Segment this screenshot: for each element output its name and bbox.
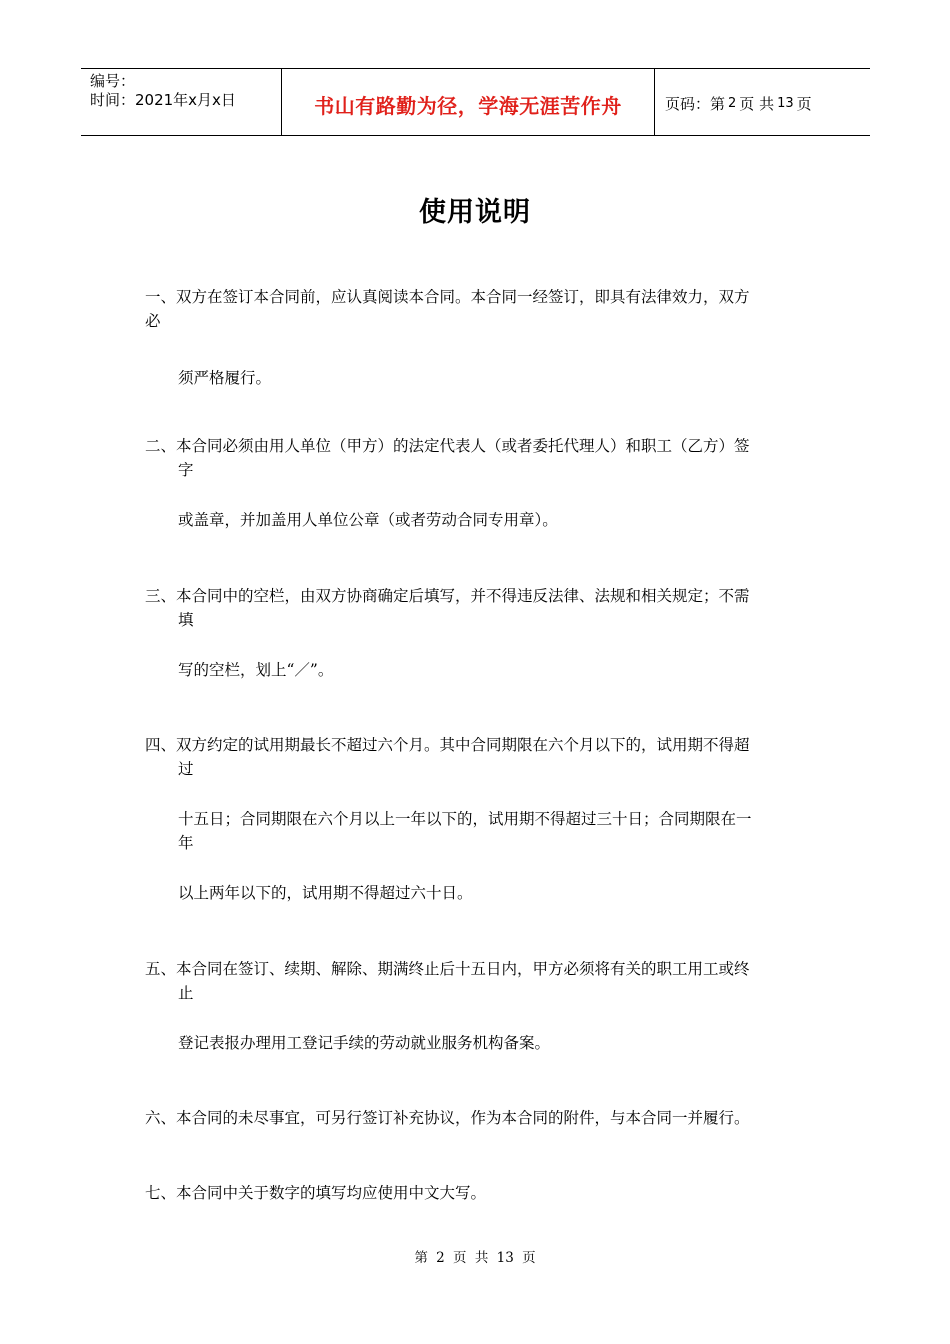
clause-line: 七、本合同中关于数字的填写均应使用中文大写。 <box>145 1184 487 1202</box>
clause-line: 登记表报办理用工登记手续的劳动就业服务机构备案。 <box>178 1034 551 1052</box>
serial-number-label: 编号： <box>90 72 136 90</box>
clause-line: 必 <box>145 312 161 330</box>
clause-line: 止 <box>178 984 194 1002</box>
date-label: 时间：2021年x月x日 <box>90 91 236 109</box>
clause-3 <box>145 584 815 682</box>
clause-1 <box>145 285 815 390</box>
page-total-number: 13 <box>777 95 794 111</box>
header-page-cell <box>655 69 870 135</box>
clause-line: 以上两年以下的，试用期不得超过六十日。 <box>178 884 473 902</box>
motto-text: 书山有路勤为径，学海无涯苦作舟 <box>314 93 622 118</box>
clause-line: 一、双方在签订本合同前，应认真阅读本合同。本合同一经签订，即具有法律效力，双方 <box>145 288 750 306</box>
clause-line: 十五日；合同期限在六个月以上一年以下的，试用期不得超过三十日；合同期限在一 <box>178 810 752 828</box>
clause-5 <box>145 957 815 1055</box>
clause-line: 二、本合同必须由用人单位（甲方）的法定代表人（或者委托代理人）和职工（乙方）签 <box>145 437 750 455</box>
clause-line: 四、双方约定的试用期最长不超过六个月。其中合同期限在六个月以下的，试用期不得超 <box>145 736 750 754</box>
page-current-number: 2 <box>728 95 737 111</box>
clause-4 <box>145 733 815 905</box>
clause-line: 年 <box>178 834 194 852</box>
header-motto-cell <box>282 69 655 135</box>
page-prefix: 页码：第 <box>665 94 726 113</box>
page-middle: 页 共 <box>739 94 775 113</box>
clause-line: 须严格履行。 <box>178 369 272 387</box>
page-header <box>81 68 870 136</box>
header-meta-cell <box>81 69 282 135</box>
clause-line: 五、本合同在签订、续期、解除、期满终止后十五日内，甲方必须将有关的职工用工或终 <box>145 960 750 978</box>
clause-line: 填 <box>178 611 194 629</box>
clause-7 <box>145 1181 815 1205</box>
clause-line: 字 <box>178 461 194 479</box>
clause-line: 写的空栏，划上“／”。 <box>178 661 334 679</box>
clause-line: 三、本合同中的空栏，由双方协商确定后填写，并不得违反法律、法规和相关规定；不需 <box>145 587 750 605</box>
clause-6 <box>145 1106 815 1130</box>
clause-line: 六、本合同的未尽事宜，可另行签订补充协议，作为本合同的附件，与本合同一并履行。 <box>145 1109 750 1127</box>
clause-line: 过 <box>178 760 194 778</box>
page-title: 使用说明 <box>419 197 531 228</box>
clause-2 <box>145 434 815 532</box>
page-footer: 第 2 页 共 13 页 <box>414 1250 536 1266</box>
clause-line: 或盖章，并加盖用人单位公章（或者劳动合同专用章）。 <box>178 511 558 529</box>
page-suffix: 页 <box>796 94 812 113</box>
